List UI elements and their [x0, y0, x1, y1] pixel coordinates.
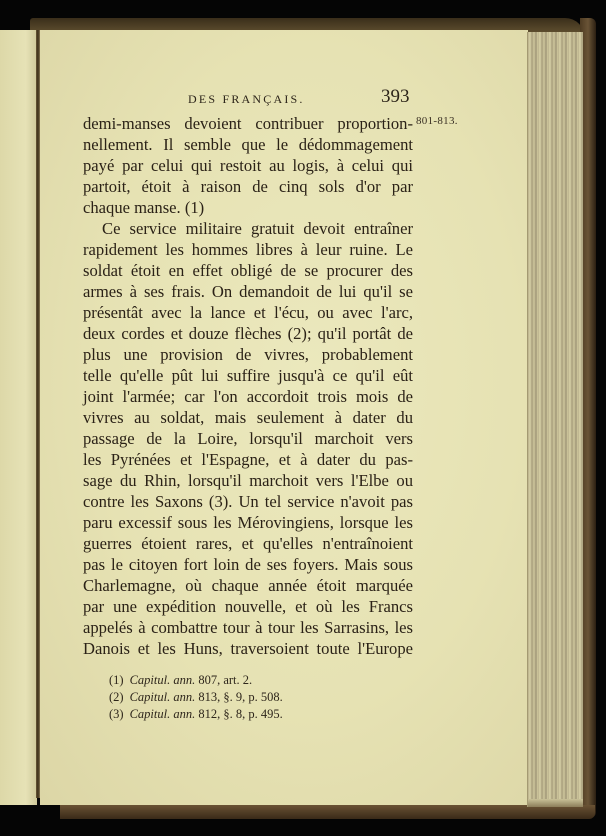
text-line: chaque manse. (1) — [83, 198, 205, 217]
text-line: pas le citoyen fort loin de ses foyers. Mais sous — [83, 555, 413, 574]
text-line: armes à ses frais. On demandoit de lui qu'il se — [83, 282, 413, 301]
text-line: Danois et les Huns, traversoient toute l'Europe — [83, 639, 413, 658]
left-page-edge — [0, 30, 37, 805]
text-line: telle qu'elle pût lui suffire jusqu'à ce qu'il eût — [83, 366, 413, 385]
footnote-ref: 812, §. 8, p. 495. — [198, 707, 283, 721]
footnote-source: Capitul. ann. — [129, 707, 196, 721]
footnote-ref: 813, §. 9, p. 508. — [198, 690, 283, 704]
marginal-date-note: 801-813. — [416, 115, 458, 127]
book-gutter — [36, 30, 40, 798]
text-line: par une expédition nouvelle, et où les Francs — [83, 597, 413, 616]
text-line: soldat étoit en effet obligé de se procurer des — [83, 261, 413, 280]
footnote — [109, 706, 283, 722]
text-line: demi-manses devoient contribuer proportion- — [83, 114, 413, 133]
footnote-ref: 807, art. 2. — [198, 673, 253, 687]
text-line: deux cordes et douze flèches (2); qu'il portât de — [83, 324, 413, 343]
text-line: rapidement les hommes libres à leur ruine. Le — [83, 240, 413, 259]
footnote-number: (3) — [109, 707, 124, 721]
text-line: payé par celui qui restoit au logis, à celui qui — [83, 156, 413, 175]
book-cover-bottom — [60, 805, 595, 819]
text-line: passage de la Loire, lorsqu'il marchoit vers — [83, 429, 413, 448]
text-line: contre les Saxons (3). Un tel service n'avoit pas — [83, 492, 413, 511]
running-head: DES FRANÇAIS. — [188, 92, 305, 106]
footnote-source: Capitul. ann. — [129, 673, 196, 687]
footnote — [109, 689, 283, 705]
text-line: plus une provision de vivres, probablement — [83, 345, 413, 364]
text-line: nellement. Il semble que le dédommagement — [83, 135, 413, 154]
text-line: appelés à combattre tour à tour les Sarrasins, les — [83, 618, 413, 637]
text-line: partoit, étoit à raison de cinq sols d'or par — [83, 177, 413, 196]
text-line: Ce service militaire gratuit devoit entraîner — [102, 219, 413, 238]
text-line: Charlemagne, où chaque année étoit marquée — [83, 576, 413, 595]
text-line: guerres étoient rares, et qu'elles n'entraînoient — [83, 534, 413, 553]
text-line: les Pyrénées et l'Espagne, et à dater du pas- — [83, 450, 413, 469]
text-line: présentât avec la lance et l'écu, ou avec l'arc, — [83, 303, 413, 322]
footnote-source: Capitul. ann. — [129, 690, 196, 704]
footnote-number: (1) — [109, 673, 124, 687]
footnote — [109, 672, 252, 688]
text-line: joint l'armée; car l'on accordoit trois mois de — [83, 387, 413, 406]
page-number: 393 — [381, 86, 410, 107]
page-edges — [527, 32, 583, 807]
footnote-number: (2) — [109, 690, 124, 704]
text-line: sage du Rhin, lorsqu'il marchoit vers l'Elbe ou — [83, 471, 413, 490]
text-line: vivres au soldat, mais seulement à dater du — [83, 408, 413, 427]
text-line: paru excessif sous les Mérovingiens, lorsque les — [83, 513, 413, 532]
